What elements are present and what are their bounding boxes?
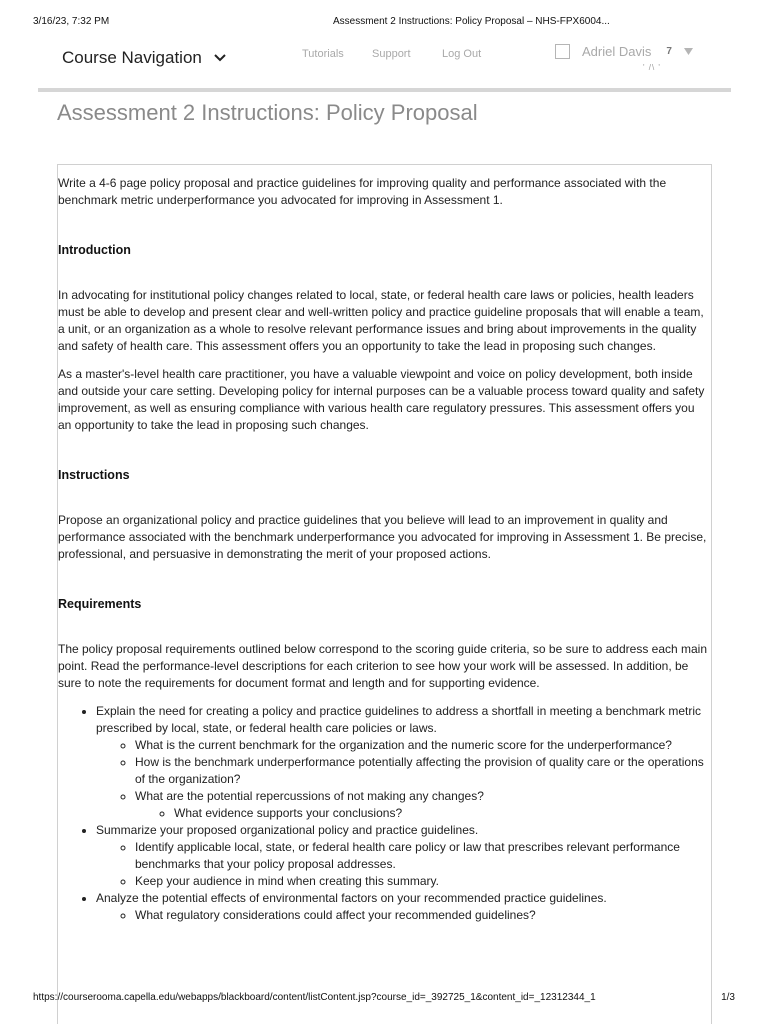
print-url: https://courserooma.capella.edu/webapps/blackboard/content/listContent.jsp?course_id=_392725_1&content_id=_12312344_1	[33, 992, 596, 1003]
sub-list	[96, 737, 711, 822]
print-header	[33, 16, 735, 30]
print-page-number: 1/3	[721, 992, 735, 1003]
tutorials-link[interactable]: Tutorials	[302, 48, 344, 60]
list-item: ◦ What is the current benchmark for the organization and the numeric score for the underperformance?	[135, 737, 711, 754]
content-area	[57, 164, 712, 1024]
requirements-paragraph: The policy proposal requirements outlined below correspond to the scoring guide criteria, so be sure to address each main point. Read the performance-level descriptions for each criterion to see how your work will be assessed. In addition, be sure to note the requirements for document format and length and for supporting evidence.	[58, 642, 708, 690]
user-menu[interactable]	[555, 44, 693, 72]
introduction-heading: Introduction	[58, 243, 131, 257]
checkbox-icon[interactable]	[555, 44, 570, 59]
requirements-heading: Requirements	[58, 597, 142, 611]
list-item-text: Summarize your proposed organizational policy and practice guidelines.	[96, 823, 479, 837]
logout-link[interactable]: Log Out	[442, 48, 482, 60]
list-item	[96, 822, 711, 890]
sub-sub-list	[135, 805, 711, 822]
instructions-heading: Instructions	[58, 468, 130, 482]
user-name[interactable]: Adriel Davis	[582, 44, 652, 59]
list-item-text: Explain the need for creating a policy and practice guidelines to address a shortfall in meeting a benchmark metric prescribed by local, state, or federal health care policies or laws.	[96, 704, 701, 735]
page-title: Assessment 2 Instructions: Policy Proposal	[57, 100, 478, 125]
course-navigation-button[interactable]	[62, 48, 226, 68]
list-item-text: Analyze the potential effects of environmental factors on your recommended practice guidelines.	[96, 891, 607, 905]
course-navigation-label: Course Navigation	[62, 48, 202, 67]
introduction-paragraph-2: As a master's-level health care practitioner, you have a valuable viewpoint and voice on policy development, both inside and outside your care setting. Developing policy for internal purposes can be a valuable process toward quality and safety improvement, as well as ensuring compliance with various health care regulatory pressures. This assessment offers you an opportunity to take the lead in proposing such changes.	[58, 367, 705, 432]
list-item: ◦ What evidence supports your conclusions?	[174, 805, 711, 822]
list-item-text: What are the potential repercussions of not making any changes?	[135, 789, 484, 803]
caret-down-icon[interactable]	[684, 48, 693, 55]
notification-fragment: ' /\ '	[643, 63, 661, 72]
requirements-list	[58, 703, 711, 924]
list-item: ◦ What regulatory considerations could affect your recommended guidelines?	[135, 907, 711, 924]
list-item	[96, 890, 711, 924]
print-page-title: Assessment 2 Instructions: Policy Proposal – NHS-FPX6004...	[333, 16, 610, 27]
support-link[interactable]: Support	[372, 48, 411, 60]
sub-list	[96, 907, 711, 924]
list-item: ◦ Identify applicable local, state, or federal health care policy or law that prescribes relevant performance benchmarks that your policy proposal addresses.	[135, 839, 711, 873]
print-footer	[33, 992, 735, 1006]
list-item	[135, 788, 711, 822]
chevron-down-icon	[214, 53, 226, 63]
sub-list	[96, 839, 711, 890]
instructions-paragraph: Propose an organizational policy and practice guidelines that you believe will lead to an improvement in quality and performance associated with the benchmark underperformance you advocated for improving in Assessment 1. Be precise, professional, and persuasive in demonstrating the merit of your proposed actions.	[58, 513, 707, 561]
list-item	[96, 703, 711, 822]
print-datetime: 3/16/23, 7:32 PM	[33, 16, 110, 27]
list-item: ◦ Keep your audience in mind when creating this summary.	[135, 873, 711, 890]
top-navigation	[38, 38, 731, 92]
intro-paragraph: Write a 4-6 page policy proposal and practice guidelines for improving quality and performance associated with the benchmark metric underperformance you advocated for improving in Assessment 1.	[58, 176, 667, 207]
introduction-paragraph-1: In advocating for institutional policy changes related to local, state, or federal health care laws or policies, health leaders must be able to develop and present clear and well-written policy and practice guideline proposals that will enable a team, a unit, or an organization as a whole to resolve relevant performance issues and bring about improvements in the quality and safety of health care. This assessment offers you an opportunity to take the lead in proposing such changes.	[58, 288, 704, 353]
notification-count[interactable]: 7	[666, 46, 672, 57]
list-item: ◦ How is the benchmark underperformance potentially affecting the provision of quality care or the operations of the organization?	[135, 754, 711, 788]
